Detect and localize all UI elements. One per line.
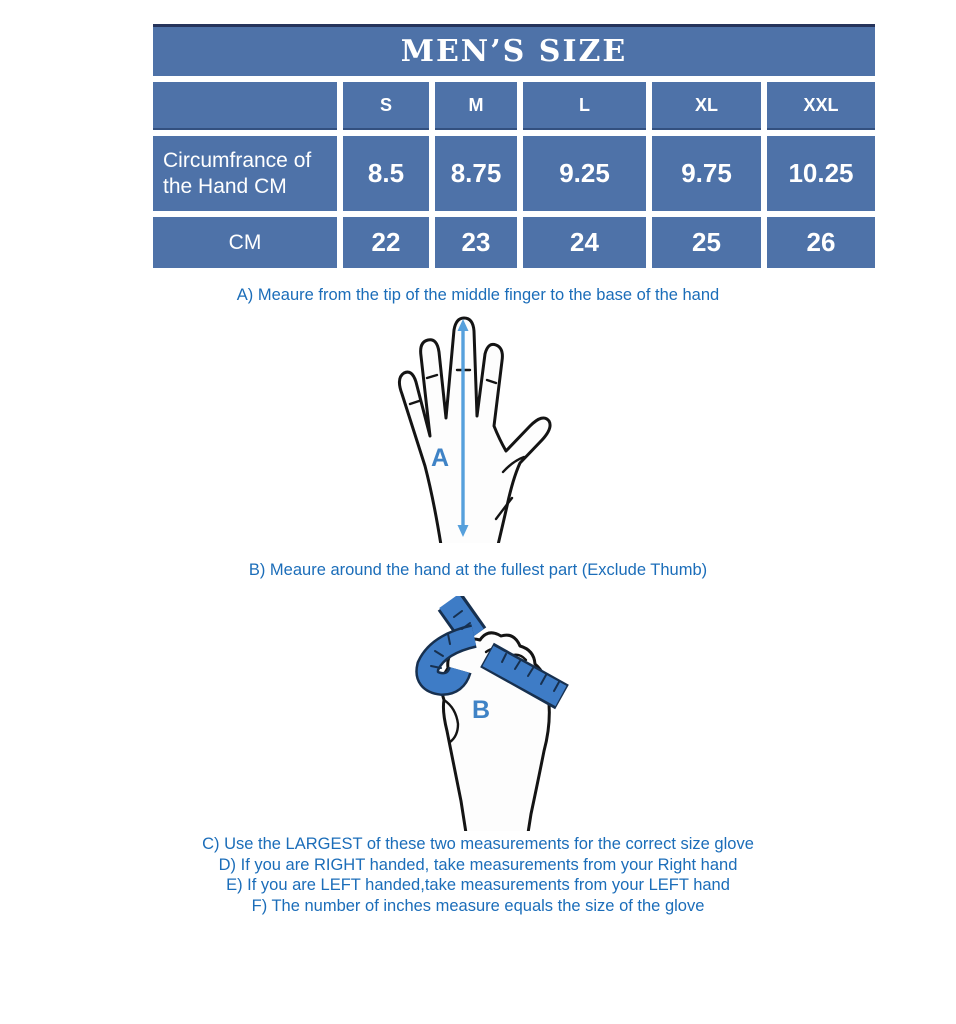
circumference-value-xl: 9.75: [652, 136, 761, 211]
circumference-value-l: 9.25: [523, 136, 646, 211]
size-grid: [153, 82, 875, 268]
size-header-xxl: XXL: [767, 82, 875, 130]
size-header-xl: XL: [652, 82, 761, 130]
hand-measure-circumference-figure: [398, 596, 573, 836]
instruction-f: F) The number of inches measure equals the size of the glove: [251, 896, 705, 915]
size-header-s: S: [343, 82, 429, 130]
cm-value-l: 24: [523, 217, 646, 268]
open-hand-outline: [399, 318, 550, 545]
figure-a-label: A: [431, 444, 450, 472]
row-label-cm: CM: [153, 217, 337, 268]
size-header-blank-cell: [153, 82, 337, 130]
circumference-value-xxl: 10.25: [767, 136, 875, 211]
circumference-value-m: 8.75: [435, 136, 517, 211]
wrist-open-mask: [433, 543, 505, 546]
cm-value-s: 22: [343, 217, 429, 268]
instruction-d: D) If you are RIGHT handed, take measurements from your Right hand: [218, 855, 738, 874]
hand-measure-length-figure: [383, 314, 555, 546]
instruction-c: C) Use the LARGEST of these two measurements for the correct size glove: [202, 835, 754, 853]
cm-value-xl: 25: [652, 217, 761, 268]
cm-value-xxl: 26: [767, 217, 875, 268]
figure-b-label: B: [472, 696, 491, 724]
mens-size-table: [153, 24, 875, 268]
open-hand-arrow-illustration: [383, 314, 555, 546]
circumference-value-s: 8.5: [343, 136, 429, 211]
row-label-circumference: Circumfrance of the Hand CM: [153, 136, 337, 211]
table-title-bar: [153, 24, 875, 76]
cm-value-m: 23: [435, 217, 517, 268]
instruction-b: B) Meaure around the hand at the fullest part (Exclude Thumb): [248, 561, 708, 579]
size-header-l: L: [523, 82, 646, 130]
instruction-e: E) If you are LEFT handed,take measurements from your LEFT hand: [226, 876, 730, 894]
size-header-m: M: [435, 82, 517, 130]
fist-tape-illustration: [398, 596, 573, 836]
instructions-c-to-f: [0, 834, 956, 916]
table-title: MEN’S SIZE: [400, 34, 628, 69]
instruction-a: A) Meaure from the tip of the middle finger to the base of the hand: [236, 286, 720, 304]
